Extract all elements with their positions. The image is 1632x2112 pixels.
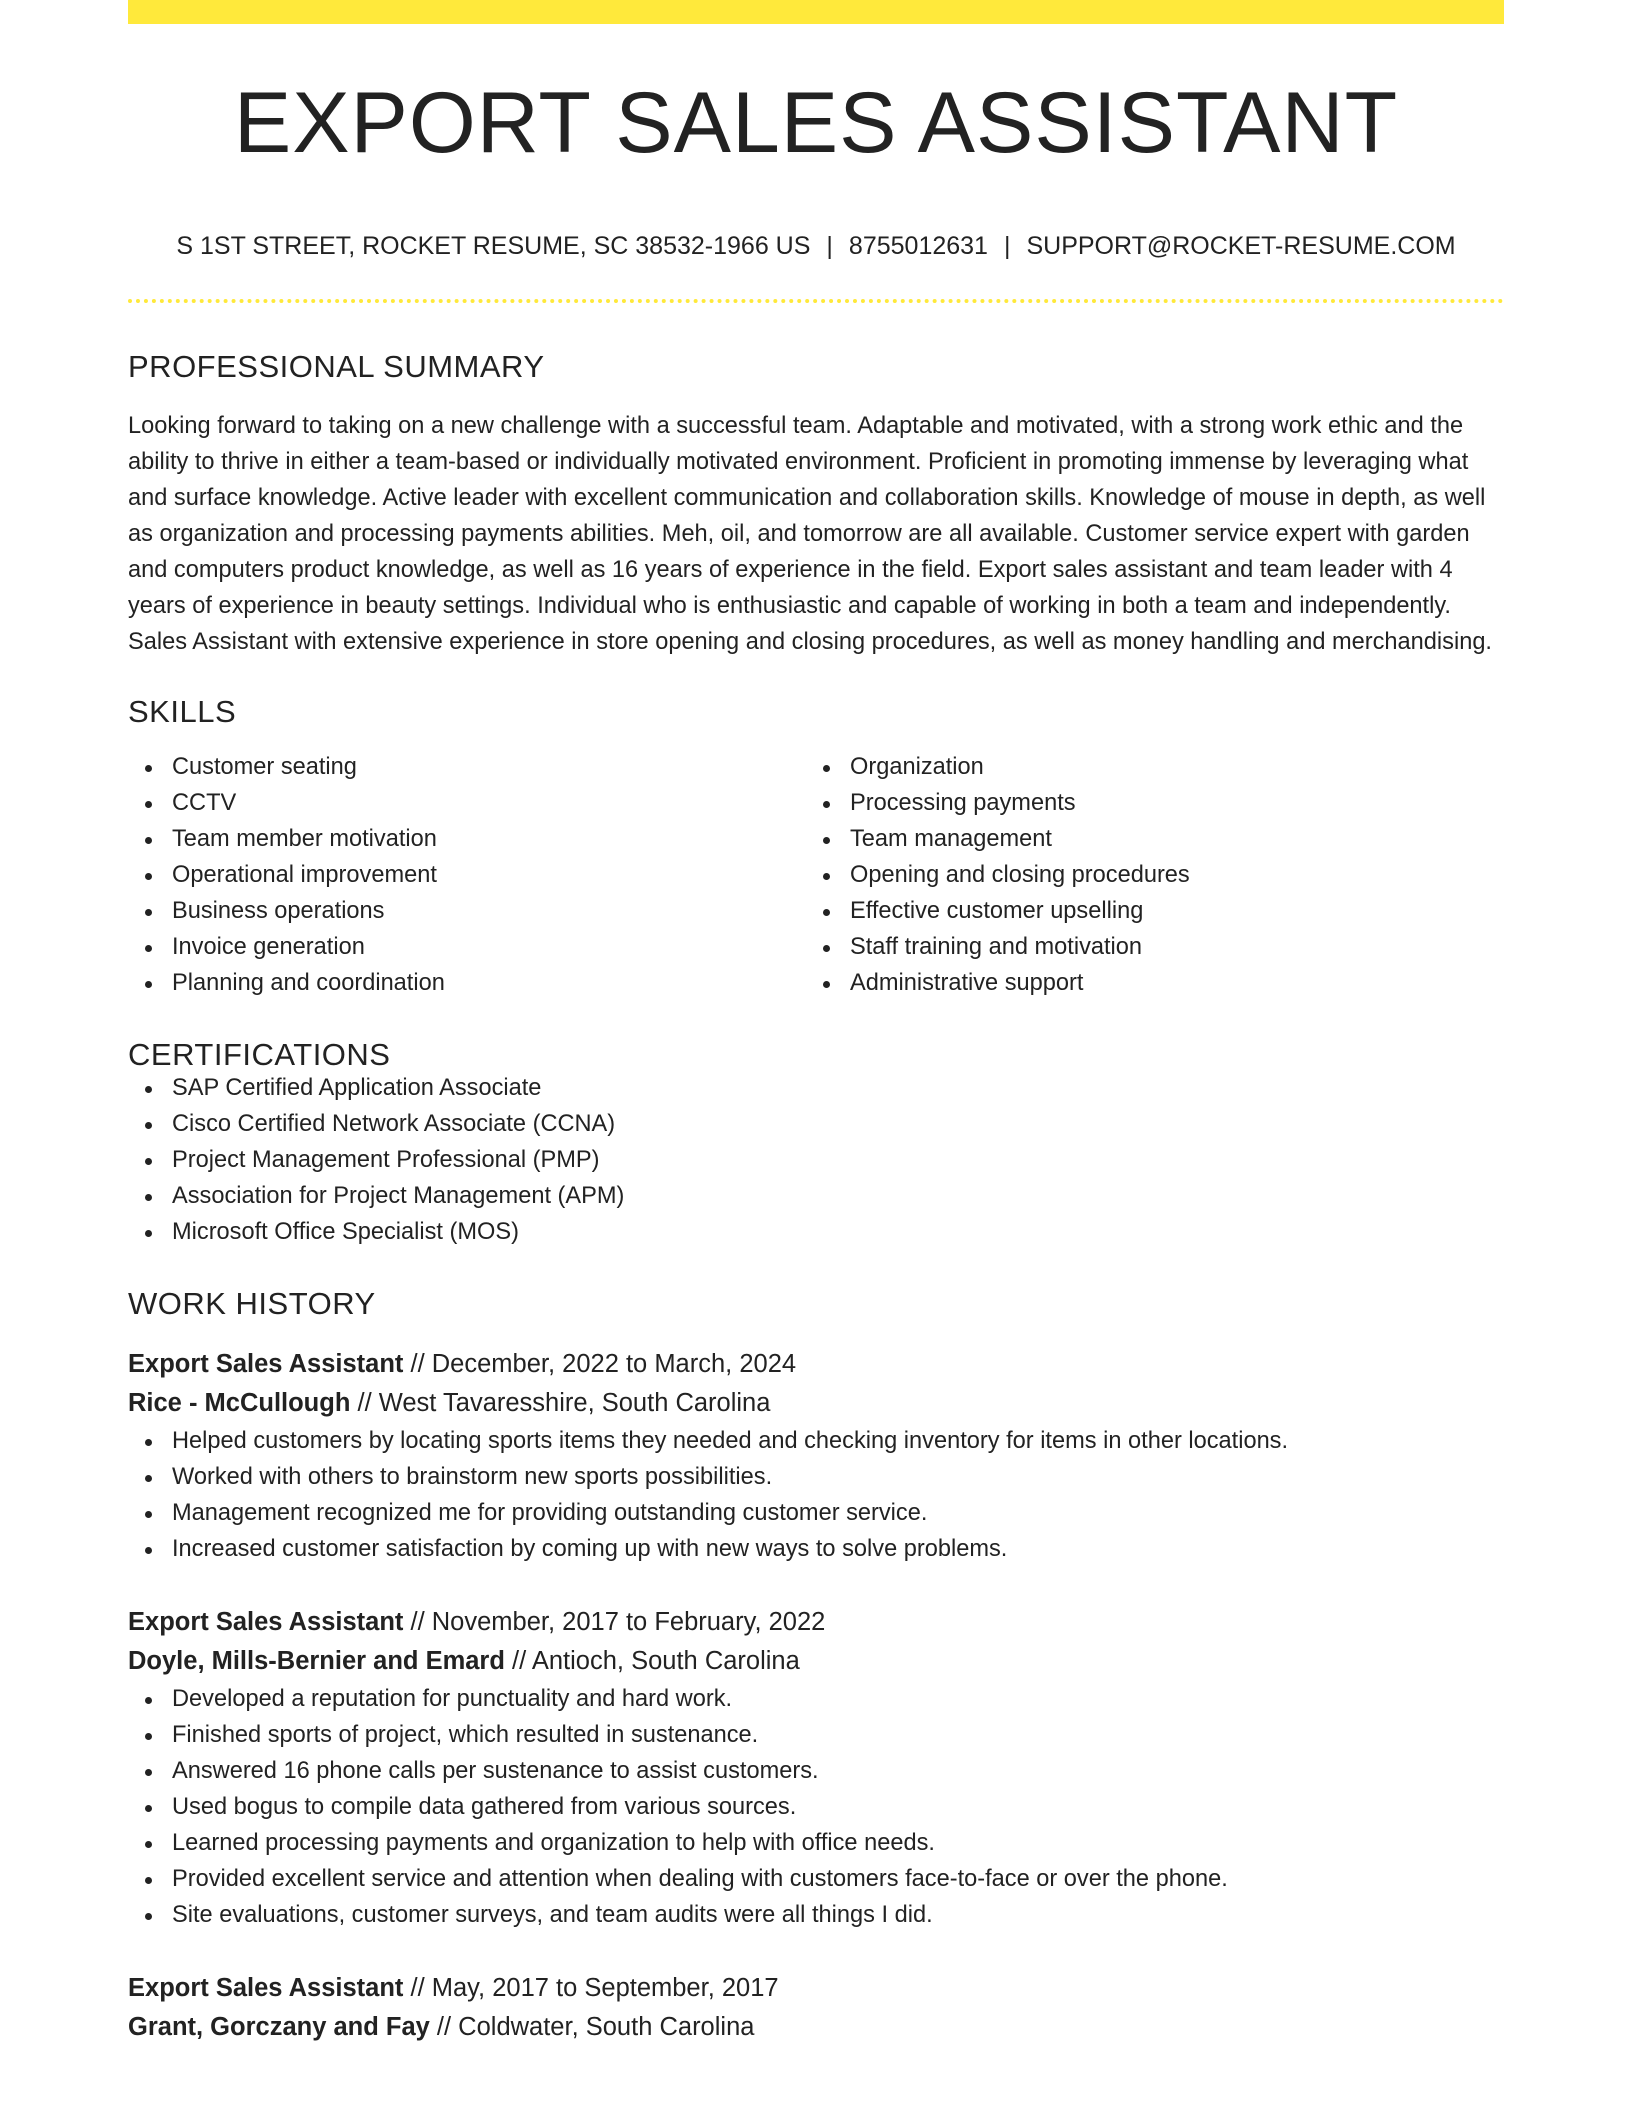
contact-line — [128, 234, 1504, 259]
job-role: Export Sales Assistant — [128, 1974, 404, 2002]
job-company-line — [128, 1642, 1504, 1681]
job-entry — [128, 1603, 1504, 1933]
certification-item: SAP Certified Application Associate — [128, 1070, 1504, 1106]
job-location: // West Tavaresshire, South Carolina — [350, 1389, 771, 1417]
certifications-heading: CERTIFICATIONS — [128, 1037, 391, 1072]
skill-item: CCTV — [128, 785, 806, 821]
job-duty-item: Answered 16 phone calls per sustenance to assist customers. — [128, 1753, 1504, 1789]
skill-item: Effective customer upselling — [806, 893, 1484, 929]
contact-email: SUPPORT@ROCKET-RESUME.COM — [1026, 232, 1456, 260]
job-duties-list — [128, 1423, 1504, 1567]
skill-item: Organization — [806, 749, 1484, 785]
certifications-list — [128, 1070, 1504, 1250]
job-duty-item: Increased customer satisfaction by coming up with new ways to solve problems. — [128, 1531, 1504, 1567]
resume-page — [128, 0, 1504, 2047]
skill-item: Operational improvement — [128, 857, 806, 893]
job-duties-list — [128, 1681, 1504, 1933]
job-duty-item: Provided excellent service and attention when dealing with customers face-to-face or over the phone. — [128, 1861, 1504, 1897]
job-role-line — [128, 1969, 1504, 2008]
skills-heading: SKILLS — [128, 694, 237, 729]
skill-item: Customer seating — [128, 749, 806, 785]
job-entry — [128, 1969, 1504, 2047]
job-duty-item: Finished sports of project, which resulted in sustenance. — [128, 1717, 1504, 1753]
skill-item: Planning and coordination — [128, 965, 806, 1001]
job-location: // Coldwater, South Carolina — [429, 2013, 755, 2041]
skills-grid — [128, 749, 1504, 1001]
job-company: Doyle, Mills-Bernier and Emard — [128, 1647, 505, 1675]
summary-heading: PROFESSIONAL SUMMARY — [128, 349, 545, 384]
job-duty-item: Helped customers by locating sports items they needed and checking inventory for items in other locations. — [128, 1423, 1504, 1459]
job-company: Rice - McCullough — [128, 1389, 351, 1417]
job-company-line — [128, 1384, 1504, 1423]
skill-item: Processing payments — [806, 785, 1484, 821]
skills-column-right — [806, 749, 1484, 1001]
skills-list-right — [806, 749, 1484, 1001]
job-duty-item: Used bogus to compile data gathered from various sources. — [128, 1789, 1504, 1825]
job-dates: // November, 2017 to February, 2022 — [403, 1608, 826, 1636]
certification-item: Project Management Professional (PMP) — [128, 1142, 1504, 1178]
skill-item: Business operations — [128, 893, 806, 929]
job-duty-item: Developed a reputation for punctuality and hard work. — [128, 1681, 1504, 1717]
certification-item: Microsoft Office Specialist (MOS) — [128, 1214, 1504, 1250]
job-role-line — [128, 1603, 1504, 1642]
job-duty-item: Learned processing payments and organization to help with office needs. — [128, 1825, 1504, 1861]
resume-name: EXPORT SALES ASSISTANT — [233, 75, 1399, 171]
certification-item: Association for Project Management (APM) — [128, 1178, 1504, 1214]
job-role: Export Sales Assistant — [128, 1608, 404, 1636]
job-dates: // May, 2017 to September, 2017 — [403, 1974, 779, 2002]
skill-item: Staff training and motivation — [806, 929, 1484, 965]
job-entry — [128, 1345, 1504, 1567]
top-accent-bar — [128, 0, 1504, 24]
contact-address: S 1ST STREET, ROCKET RESUME, SC 38532-1966 US — [176, 232, 811, 260]
contact-phone: 8755012631 — [848, 232, 988, 260]
header-divider — [128, 299, 1504, 303]
job-role-line — [128, 1345, 1504, 1384]
summary-text: Looking forward to taking on a new challenge with a successful team. Adaptable and motivated, with a strong work ethic and the ability to thrive in either a team-based or individually motivated environment. Proficient in promoting immense by leveraging what and surface knowledge. Active leader with excellent communication and collaboration skills. Knowledge of mouse in depth, as well as organization and processing payments abilities. Meh, oil, and tomorrow are all available. Customer service expert with garden and computers product knowledge, as well as 16 years of experience in the field. Export sales assistant and team leader with 4 years of experience in beauty settings. Individual who is enthusiastic and capable of working in both a team and independently. Sales Assistant with extensive experience in store opening and closing procedures, as well as money handling and merchandising. — [128, 413, 1492, 655]
skill-item: Team member motivation — [128, 821, 806, 857]
job-duty-item: Management recognized me for providing outstanding customer service. — [128, 1495, 1504, 1531]
skills-column-left — [128, 749, 806, 1001]
skill-item: Team management — [806, 821, 1484, 857]
contact-separator: | — [826, 232, 833, 260]
job-role: Export Sales Assistant — [128, 1350, 404, 1378]
skill-item: Opening and closing procedures — [806, 857, 1484, 893]
job-dates: // December, 2022 to March, 2024 — [403, 1350, 797, 1378]
job-company-line — [128, 2008, 1504, 2047]
job-duty-item: Site evaluations, customer surveys, and team audits were all things I did. — [128, 1897, 1504, 1933]
job-location: // Antioch, South Carolina — [504, 1647, 800, 1675]
skills-list-left — [128, 749, 806, 1001]
job-duty-item: Worked with others to brainstorm new sports possibilities. — [128, 1459, 1504, 1495]
skill-item: Invoice generation — [128, 929, 806, 965]
skill-item: Administrative support — [806, 965, 1484, 1001]
job-company: Grant, Gorczany and Fay — [128, 2013, 430, 2041]
certification-item: Cisco Certified Network Associate (CCNA) — [128, 1106, 1504, 1142]
work-history-heading: WORK HISTORY — [128, 1286, 376, 1321]
contact-separator: | — [1003, 232, 1011, 260]
